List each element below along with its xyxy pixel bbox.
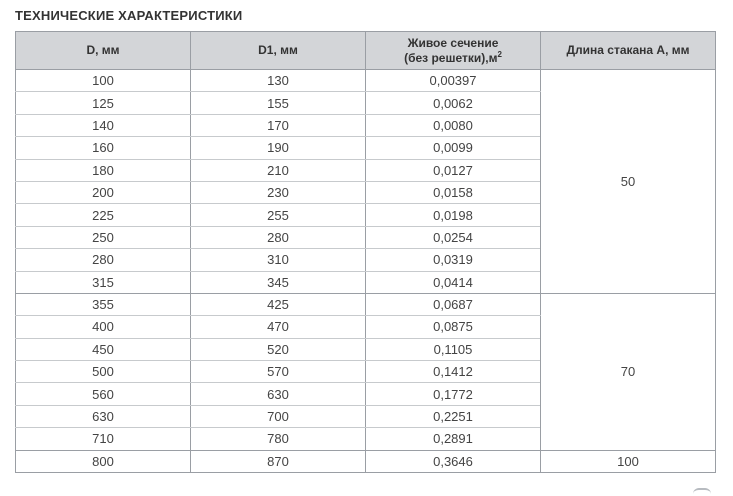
cell-length-group-3: 100 bbox=[541, 450, 716, 472]
cell-d1: 255 bbox=[191, 204, 366, 226]
cell-length-group-1: 50 bbox=[541, 70, 716, 294]
cell-d1: 520 bbox=[191, 338, 366, 360]
cell-d1: 425 bbox=[191, 293, 366, 315]
header-section-sup: 2 bbox=[497, 49, 502, 59]
cell-d1: 280 bbox=[191, 226, 366, 248]
cell-section: 0,3646 bbox=[366, 450, 541, 472]
cell-d: 560 bbox=[16, 383, 191, 405]
cell-d: 450 bbox=[16, 338, 191, 360]
cell-section: 0,0127 bbox=[366, 159, 541, 181]
cell-d1: 310 bbox=[191, 249, 366, 271]
cell-d: 500 bbox=[16, 361, 191, 383]
header-d1: D1, мм bbox=[191, 32, 366, 70]
table-row bbox=[16, 450, 716, 472]
cell-d1: 780 bbox=[191, 428, 366, 450]
cell-d: 355 bbox=[16, 293, 191, 315]
cell-d1: 190 bbox=[191, 137, 366, 159]
cell-d1: 170 bbox=[191, 114, 366, 136]
cell-d1: 130 bbox=[191, 70, 366, 92]
cell-d: 400 bbox=[16, 316, 191, 338]
cell-d: 180 bbox=[16, 159, 191, 181]
cell-section: 0,0080 bbox=[366, 114, 541, 136]
header-section-line1: Живое сечение bbox=[407, 35, 499, 50]
cell-d: 280 bbox=[16, 249, 191, 271]
cell-d: 250 bbox=[16, 226, 191, 248]
cell-d1: 570 bbox=[191, 361, 366, 383]
table-header-row bbox=[16, 32, 716, 70]
cell-section: 0,0158 bbox=[366, 181, 541, 203]
header-d: D, мм bbox=[16, 32, 191, 70]
cell-d: 100 bbox=[16, 70, 191, 92]
cell-d1: 630 bbox=[191, 383, 366, 405]
cell-d: 710 bbox=[16, 428, 191, 450]
cell-d: 125 bbox=[16, 92, 191, 114]
cell-d1: 155 bbox=[191, 92, 366, 114]
cell-d: 800 bbox=[16, 450, 191, 472]
cell-d: 630 bbox=[16, 405, 191, 427]
cell-section: 0,0875 bbox=[366, 316, 541, 338]
cell-section: 0,0254 bbox=[366, 226, 541, 248]
cell-d1: 345 bbox=[191, 271, 366, 293]
header-length: Длина стакана А, мм bbox=[541, 32, 716, 70]
cell-section: 0,00397 bbox=[366, 70, 541, 92]
cell-d: 160 bbox=[16, 137, 191, 159]
cell-section: 0,1105 bbox=[366, 338, 541, 360]
header-section-line2: (без решетки),м bbox=[404, 50, 498, 65]
cell-section: 0,0414 bbox=[366, 271, 541, 293]
cell-section: 0,0198 bbox=[366, 204, 541, 226]
cell-d: 140 bbox=[16, 114, 191, 136]
cell-d1: 700 bbox=[191, 405, 366, 427]
cell-d1: 870 bbox=[191, 450, 366, 472]
cell-section: 0,2891 bbox=[366, 428, 541, 450]
spec-table bbox=[15, 31, 716, 473]
cell-section: 0,1772 bbox=[366, 383, 541, 405]
cell-d1: 470 bbox=[191, 316, 366, 338]
table-row bbox=[16, 70, 716, 92]
page-corner-mark bbox=[693, 488, 711, 496]
table-row bbox=[16, 293, 716, 315]
header-section bbox=[366, 32, 541, 70]
cell-length-group-2: 70 bbox=[541, 293, 716, 450]
cell-d1: 210 bbox=[191, 159, 366, 181]
cell-section: 0,0319 bbox=[366, 249, 541, 271]
page-title: ТЕХНИЧЕСКИЕ ХАРАКТЕРИСТИКИ bbox=[15, 8, 243, 23]
cell-section: 0,2251 bbox=[366, 405, 541, 427]
cell-d: 225 bbox=[16, 204, 191, 226]
cell-d: 200 bbox=[16, 181, 191, 203]
cell-section: 0,0099 bbox=[366, 137, 541, 159]
cell-d1: 230 bbox=[191, 181, 366, 203]
cell-section: 0,0062 bbox=[366, 92, 541, 114]
cell-d: 315 bbox=[16, 271, 191, 293]
cell-section: 0,0687 bbox=[366, 293, 541, 315]
cell-section: 0,1412 bbox=[366, 361, 541, 383]
